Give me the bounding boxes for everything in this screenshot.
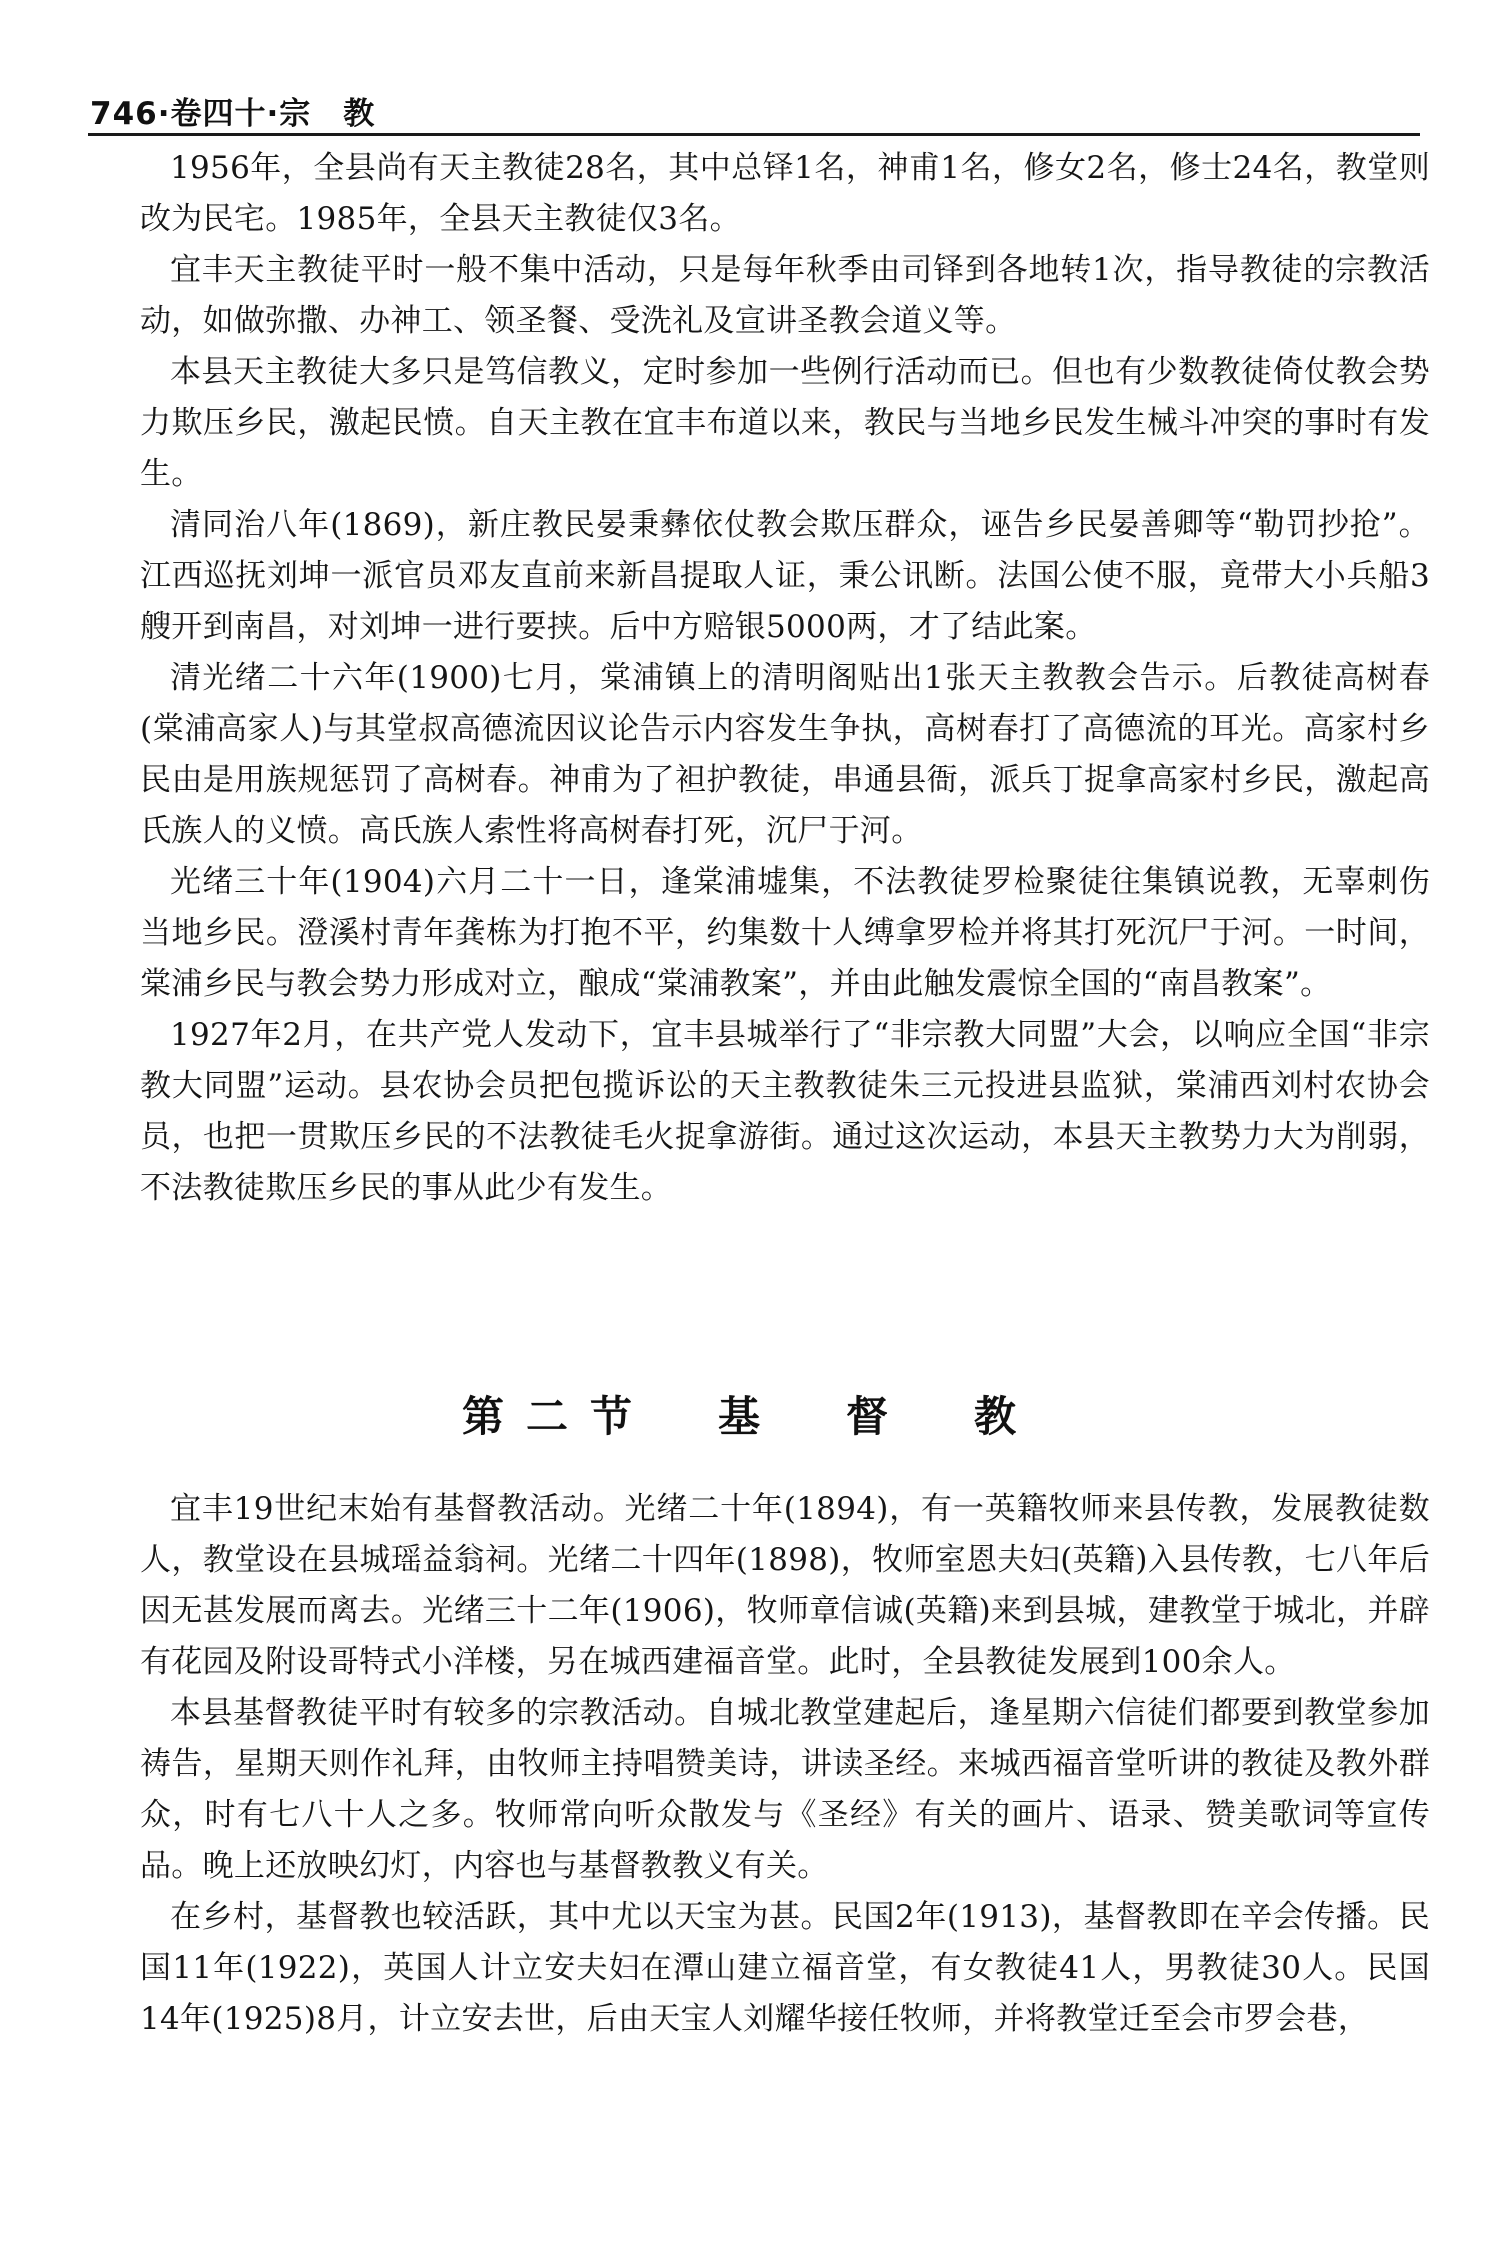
section-title: 第二节 基 督 教 [461, 1392, 1038, 1441]
paragraph: 1956年，全县尚有天主教徒28名，其中总铎1名，神甫1名，修女2名，修士24名，教堂则改为民宅。1985年，全县天主教徒仅3名。 [140, 150, 1430, 237]
paragraph: 本县天主教徒大多只是笃信教义，定时参加一些例行活动而已。但也有少数教徒倚仗教会势力欺压乡民，激起民愤。自天主教在宜丰布道以来，教民与当地乡民发生械斗冲突的事时有发生。 [140, 354, 1430, 492]
paragraph: 清光绪二十六年(1900)七月，棠浦镇上的清明阁贴出1张天主教教会告示。后教徒高树春(棠浦高家人)与其堂叔高德流因议论告示内容发生争执，高树春打了高德流的耳光。高家村乡民由是用族规惩罚了高树春。神甫为了袒护教徒，串通县衙，派兵丁捉拿高家村乡民，激起高氏族人的义愤。高氏族人索性将高树春打死，沉尸于河。 [140, 660, 1430, 849]
paragraph: 本县基督教徒平时有较多的宗教活动。自城北教堂建起后，逢星期六信徒们都要到教堂参加祷告，星期天则作礼拜，由牧师主持唱赞美诗，讲读圣经。来城西福音堂听讲的教徒及教外群众，时有七八十人之多。牧师常向听众散发与《圣经》有关的画片、语录、赞美歌词等宣传品。晚上还放映幻灯，内容也与基督教教义有关。 [140, 1695, 1430, 1884]
paragraph: 在乡村，基督教也较活跃，其中尤以天宝为甚。民国2年(1913)，基督教即在辛会传播。民国11年(1922)，英国人计立安夫妇在潭山建立福音堂，有女教徒41人，男教徒30人。民国14年(1925)8月，计立安去世，后由天宝人刘耀华接任牧师，并将教堂迁至会市罗会巷， [140, 1899, 1430, 2037]
paragraph: 宜丰19世纪末始有基督教活动。光绪二十年(1894)，有一英籍牧师来县传教，发展教徒数人，教堂设在县城瑶益翁祠。光绪二十四年(1898)，牧师室恩夫妇(英籍)入县传教，七八年后因无甚发展而离去。光绪三十二年(1906)，牧师章信诚(英籍)来到县城，建教堂于城北，并辟有花园及附设哥特式小洋楼，另在城西建福音堂。此时，全县教徒发展到100余人。 [140, 1491, 1430, 1680]
protestant-text-block [140, 1484, 1430, 2045]
paragraph: 清同治八年(1869)，新庄教民晏秉彝依仗教会欺压群众，诬告乡民晏善卿等“勒罚抄抢”。江西巡抚刘坤一派官员邓友直前来新昌提取人证，秉公讯断。法国公使不服，竟带大小兵船3艘开到南昌，对刘坤一进行要挟。后中方赔银5000两，才了结此案。 [140, 507, 1430, 645]
header-rule [88, 133, 1420, 136]
paragraph: 1927年2月，在共产党人发动下，宜丰县城举行了“非宗教大同盟”大会，以响应全国“非宗教大同盟”运动。县农协会员把包揽诉讼的天主教教徒朱三元投进县监狱，棠浦西刘村农协会员，也把一贯欺压乡民的不法教徒毛火捉拿游街。通过这次运动，本县天主教势力大为削弱，不法教徒欺压乡民的事从此少有发生。 [140, 1017, 1430, 1206]
paragraph: 宜丰天主教徒平时一般不集中活动，只是每年秋季由司铎到各地转1次，指导教徒的宗教活动，如做弥撒、办神工、领圣餐、受洗礼及宣讲圣教会道义等。 [140, 252, 1430, 339]
running-head: 746·卷四十·宗 教 [90, 96, 376, 132]
catholic-text-block [140, 143, 1430, 1214]
paragraph: 光绪三十年(1904)六月二十一日，逢棠浦墟集，不法教徒罗检聚徒往集镇说教，无辜刺伤当地乡民。澄溪村青年龚栋为打抱不平，约集数十人缚拿罗检并将其打死沉尸于河。一时间，棠浦乡民与教会势力形成对立，酿成“棠浦教案”，并由此触发震惊全国的“南昌教案”。 [140, 864, 1430, 1002]
